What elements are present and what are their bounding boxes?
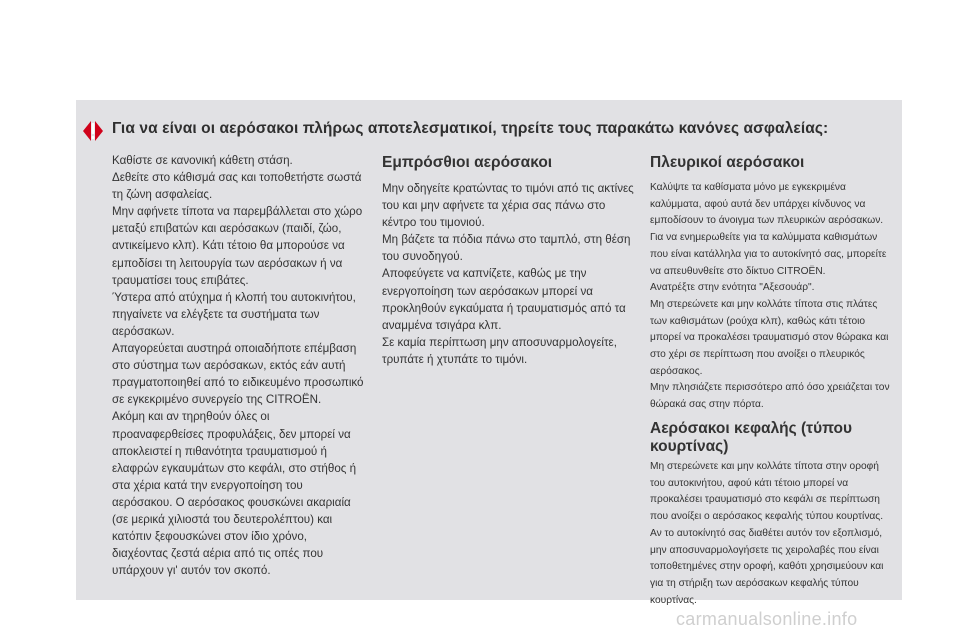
- side-airbags-text: Καλύψτε τα καθίσματα μόνο με εγκεκριμένα καλύμματα, αφού αυτά δεν υπάρχει κίνδυνος να εμποδίσουν το άνοιγμα των πλευρικών αερόσακων. Για να ενημερωθείτε για τα καλύμματα καθισμάτων που είναι κατάλληλα για το αυτοκίνητό σας, μπορείτε να απευθυνθείτε στο δίκτυο CITROËN. Ανατρέξτε στην ενότητα "Αξεσουάρ". Μη στερεώνετε και μην κολλάτε τίποτα στις πλάτες των καθισμάτων (ρούχα κλπ), καθώς κάτι τέτοιο μπορεί να προκαλέσει τραυματισμό στον θώρακα και στο χέρι σε περίπτωση που ανοίξει ο πλευρικός αερόσακος. Μην πλησιάζετε περισσότερο από όσο χρειάζεται τον θώρακά σας στην πόρτα.: [650, 182, 890, 411]
- front-airbags-text: Μην οδηγείτε κρατώντας το τιμόνι από τις ακτίνες του και μην αφήνετε τα χέρια σας πάνω στο κέντρο του τιμονιού. Μη βάζετε τα πόδια πάνω στο ταμπλό, στη θέση του συνοδηγού. Αποφεύγετε να καπνίζετε, καθώς με την ενεργοποίηση των αερόσακων μπορεί να προκληθούν εγκαύματα ή τραυματισμός από τα αναμμένα τσιγάρα κλπ. Σε καμία περίπτωση μην αποσυναρμολογείτε, τρυπάτε ή χτυπάτε το τιμόνι.: [382, 182, 634, 366]
- curtain-airbags-title: Αερόσακοι κεφαλής (τύπου κουρτίνας): [650, 420, 853, 455]
- curtain-airbags-text: Μη στερεώνετε και μην κολλάτε τίποτα στην οροφή του αυτοκινήτου, αφού κάτι τέτοιο μπορεί να προκαλέσει τραυματισμό στο κεφάλι σε περίπτωση που ανοίξει ο αερόσακος κεφαλής τύπου κουρτίνας. Αν το αυτοκίνητό σας διαθέτει αυτόν τον εξοπλισμό, μην αποσυναρμολογήσετε τις χειρολαβές που είναι τοποθετημένες στην οροφή, καθότι χρησιμεύουν και για τη στήριξη των αερόσακων κεφαλής τύπου κουρτίνας.: [650, 461, 884, 606]
- warning-exclamation-icon: [82, 118, 104, 144]
- general-safety-text: Καθίστε σε κανονική κάθετη στάση. Δεθείτε στο κάθισμά σας και τοποθετήστε σωστά τη ζώνη ασφαλείας. Μην αφήνετε τίποτα να παρεμβάλλεται στο χώρο μεταξύ επιβατών και αερόσακων (παιδί, ζώο, αντικείμενο κλπ). Κάτι τέτοιο θα μπορούσε να εμποδίσει τη λειτουργία των αερόσακων ή να τραυματίσει τους επιβάτες. Ύστερα από ατύχημα ή κλοπή του αυτοκινήτου, πηγαίνετε να ελέγξετε τα συστήματα των αερόσακων. Απαγορεύεται αυστηρά οποιαδήποτε επέμβαση στο σύστημα των αερόσακων, εκτός εάν αυτή πραγματοποιηθεί από το ειδικευμένο προσωπικό σε εγκεκριμένο συνεργείο της CITROËN. Ακόμη και αν τηρηθούν όλες οι προαναφερθείσες προφυλάξεις, δεν μπορεί να αποκλειστεί η πιθανότητα τραυματισμού ή ελαφρών εγκαυμάτων στο κεφάλι, στο στήθος ή στα χέρια κατά την ενεργοποίηση του αερόσακου. Ο αερόσακος φουσκώνει ακαριαία (σε μερικά χιλιοστά του δευτερολέπτου) και κατόπιν ξεφουσκώνει στον ίδιο χρόνο, διαχέοντας ζεστά αέρια από τις οπές που υπάρχουν γι' αυτόν τον σκοπό.: [112, 154, 364, 578]
- front-airbags-title: Εμπρόσθιοι αερόσακοι: [382, 154, 553, 171]
- watermark: carmanualsonline.info: [676, 609, 858, 629]
- side-airbags-title: Πλευρικοί αερόσακοι: [650, 154, 805, 171]
- safety-rules-heading: Για να είναι οι αερόσακοι πλήρως αποτελεσματικοί, τηρείτε τους παρακάτω κανόνες ασφαλείας:: [112, 120, 829, 137]
